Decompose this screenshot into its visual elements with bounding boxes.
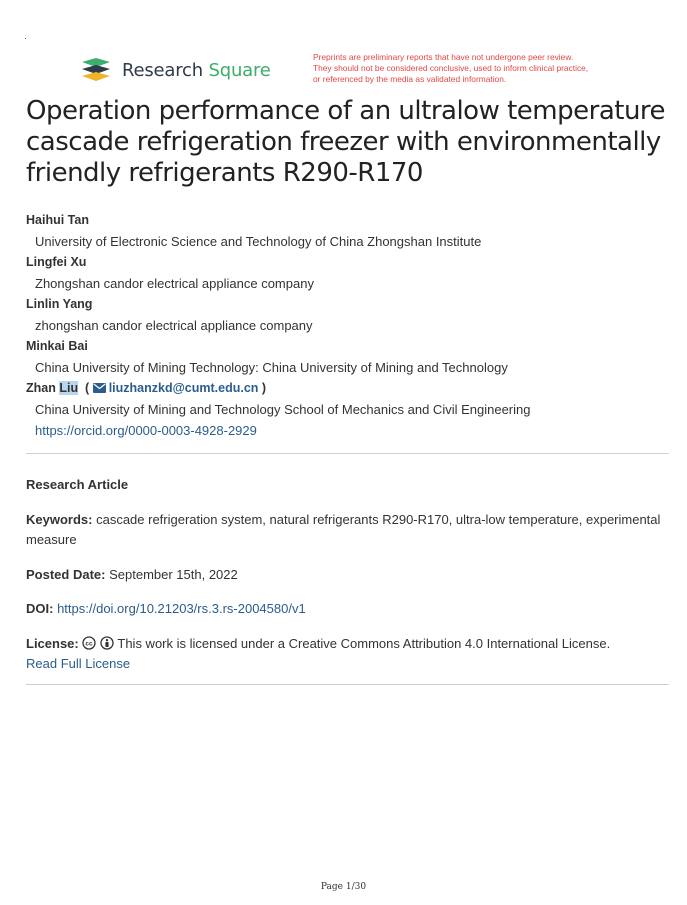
- license-text: This work is licensed under a Creative Commons Attribution 4.0 International License.: [117, 636, 611, 651]
- disclaimer-line: They should not be considered conclusive, used to inform clinical practice,: [313, 63, 589, 73]
- author-orcid-row: [26, 420, 666, 441]
- author-name: [26, 378, 666, 399]
- disclaimer-line: or referenced by the media as validated information.: [313, 74, 507, 84]
- posted-date-section: [26, 565, 666, 585]
- doi-label: DOI:: [26, 601, 54, 616]
- author-first-name: Zhan: [26, 381, 56, 395]
- article-type-label: Research Article: [26, 477, 129, 492]
- page-number: Page 1/30: [320, 882, 367, 892]
- license-section: [26, 634, 666, 674]
- envelope-icon: [93, 383, 106, 393]
- logo-wordmark: Research Square: [122, 59, 271, 81]
- author-affiliation: zhongshan candor electrical appliance company: [35, 318, 313, 333]
- research-square-logo[interactable]: [80, 56, 271, 84]
- keywords-section: [26, 510, 666, 550]
- author-last-name-selected[interactable]: Liu: [59, 381, 79, 395]
- section-divider: [26, 684, 669, 685]
- posted-date-value: September 15th, 2022: [109, 567, 238, 582]
- author-entry-corresponding: [26, 378, 666, 441]
- author-affiliation: China University of Mining Technology: China University of Mining and Technology: [35, 360, 508, 375]
- author-name: Haihui Tan: [26, 213, 89, 227]
- orcid-link[interactable]: https://orcid.org/0000-0003-4928-2929: [35, 423, 257, 438]
- author-affiliation: China University of Mining and Technology School of Mechanics and Civil Engineering: [35, 402, 531, 417]
- author-entry: [26, 210, 666, 252]
- read-full-license-link[interactable]: Read Full License: [26, 656, 131, 671]
- posted-date-label: Posted Date:: [26, 567, 106, 582]
- author-name: Linlin Yang: [26, 297, 93, 311]
- paren-close: ): [261, 381, 267, 395]
- author-name: Lingfei Xu: [26, 255, 87, 269]
- disclaimer-line: Preprints are preliminary reports that have not undergone peer review.: [313, 52, 574, 62]
- header: [80, 52, 667, 88]
- attribution-person-icon: [100, 636, 114, 650]
- section-divider: [26, 453, 669, 454]
- page-speck: [25, 38, 26, 39]
- svg-text:cc: cc: [85, 640, 93, 648]
- article-type: [26, 475, 666, 495]
- author-entry: [26, 336, 666, 378]
- creative-commons-icon: [82, 636, 96, 650]
- author-email-link[interactable]: [93, 381, 259, 395]
- paren-open: (: [81, 381, 90, 395]
- keywords-value: cascade refrigeration system, natural refrigerants R290-R170, ultra-low temperature, experimental measure: [26, 512, 661, 547]
- author-list: [26, 210, 666, 441]
- doi-link[interactable]: https://doi.org/10.21203/rs.3.rs-2004580/v1: [57, 601, 306, 616]
- author-entry: [26, 252, 666, 294]
- keywords-label: Keywords:: [26, 512, 93, 527]
- author-affiliation: Zhongshan candor electrical appliance company: [35, 276, 314, 291]
- research-square-logo-icon: [80, 56, 116, 84]
- preprint-disclaimer: [313, 52, 588, 85]
- article-title: Operation performance of an ultralow temperature cascade refrigeration freezer with environmentally friendly refrigerants R290-R170: [26, 96, 666, 188]
- author-entry: [26, 294, 666, 336]
- author-email: liuzhanzkd@cumt.edu.cn: [108, 381, 259, 395]
- doi-section: [26, 599, 666, 619]
- author-affiliation: University of Electronic Science and Technology of China Zhongshan Institute: [35, 234, 482, 249]
- author-name: Minkai Bai: [26, 339, 88, 353]
- license-label: License:: [26, 636, 79, 651]
